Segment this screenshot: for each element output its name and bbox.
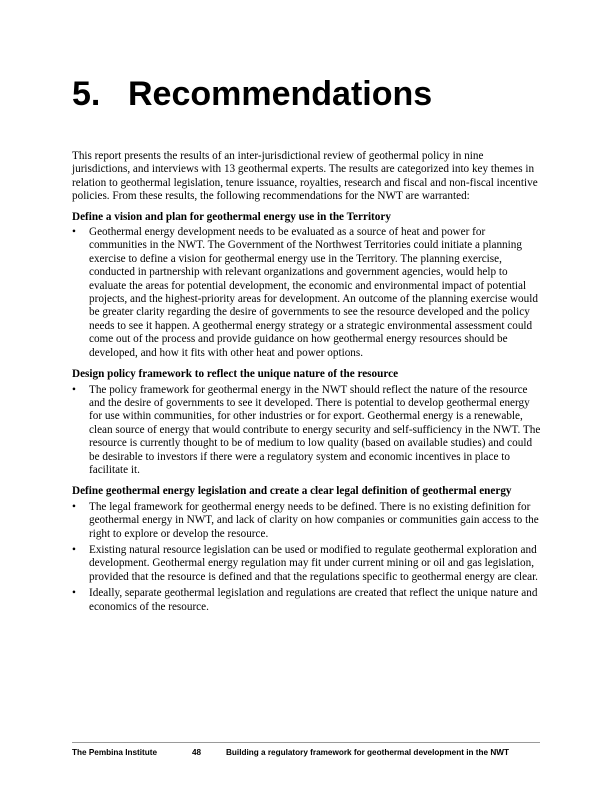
section-title: Recommendations — [128, 75, 433, 113]
recommendation-heading: Define geothermal energy legislation and create a clear legal definition of geothermal energy — [72, 485, 512, 498]
footer-document-title: Building a regulatory framework for geothermal development in the NWT — [226, 748, 509, 757]
bullet-item: • The legal framework for geothermal energy needs to be defined. There is no existing definition for geothermal energy in NWT, and lack of clarity on how companies or communities gain access to the right to explore or develop the resource. — [72, 501, 544, 541]
bullet-item: • The policy framework for geothermal energy in the NWT should reflect the nature of the resource and the desire of governments to see it developed. There is potential to develop geothermal energy for use within communities, for other industries or for export. Geothermal energy is a renewable, clean source of energy that would contribute to energy security and self-sufficiency in the NWT. The resource is currently thought to be of medium to low quality (based on available studies) and could be desirable to investors if there were a regulatory system and economic incentives in place to facilitate it. — [72, 384, 544, 478]
bullet-list — [72, 384, 544, 478]
recommendation-section — [72, 211, 544, 360]
intro-paragraph: This report presents the results of an inter-jurisdictional review of geothermal policy in nine jurisdictions, and interviews with 13 geothermal experts. The results are categorized into key themes in relation to geothermal legislation, tenure issuance, royalties, research and fiscal and non-fiscal incentive policies. From these results, the following recommendations for the NWT are warranted: — [72, 150, 538, 203]
page-title — [72, 70, 432, 118]
footer-page-number: 48 — [192, 748, 202, 757]
bullet-list — [72, 501, 544, 614]
footer-organization: The Pembina Institute — [72, 748, 158, 757]
recommendation-heading: Define a vision and plan for geothermal energy use in the Territory — [72, 210, 391, 223]
bullet-item: • Existing natural resource legislation can be used or modified to regulate geothermal exploration and development. Geothermal energy regulation may fit under current mining or oil and gas legislation, provided that the resource is defined and that the regulations specific to geothermal energy are clear. — [72, 544, 544, 584]
bullet-item: • Geothermal energy development needs to be evaluated as a source of heat and power for communities in the NWT. The Government of the Northwest Territories could initiate a planning exercise to define a vision for geothermal energy use in the Territory. The planning exercise, conducted in partnership with relevant organizations and government agencies, would help to evaluate the areas for potential development, the economic and environmental impact of potential projects, and the highest-priority areas for development. An outcome of the planning exercise would be greater clarity regarding the desire of governments to see the resource developed and the policy needs to see it happen. A geothermal energy strategy or a strategic environmental assessment could come out of the process and provide guidance on how geothermal energy resources should be developed, and how it fits with other heat and power options. — [72, 226, 544, 360]
page-body — [72, 150, 544, 622]
bullet-item: • Ideally, separate geothermal legislation and regulations are created that reflect the unique nature and economics of the resource. — [72, 587, 544, 614]
recommendation-heading: Design policy framework to reflect the unique nature of the resource — [72, 368, 399, 381]
recommendation-section — [72, 485, 544, 614]
section-number: 5. — [72, 75, 101, 113]
bullet-list — [72, 226, 544, 360]
page-footer — [72, 742, 540, 758]
recommendation-section — [72, 368, 544, 477]
